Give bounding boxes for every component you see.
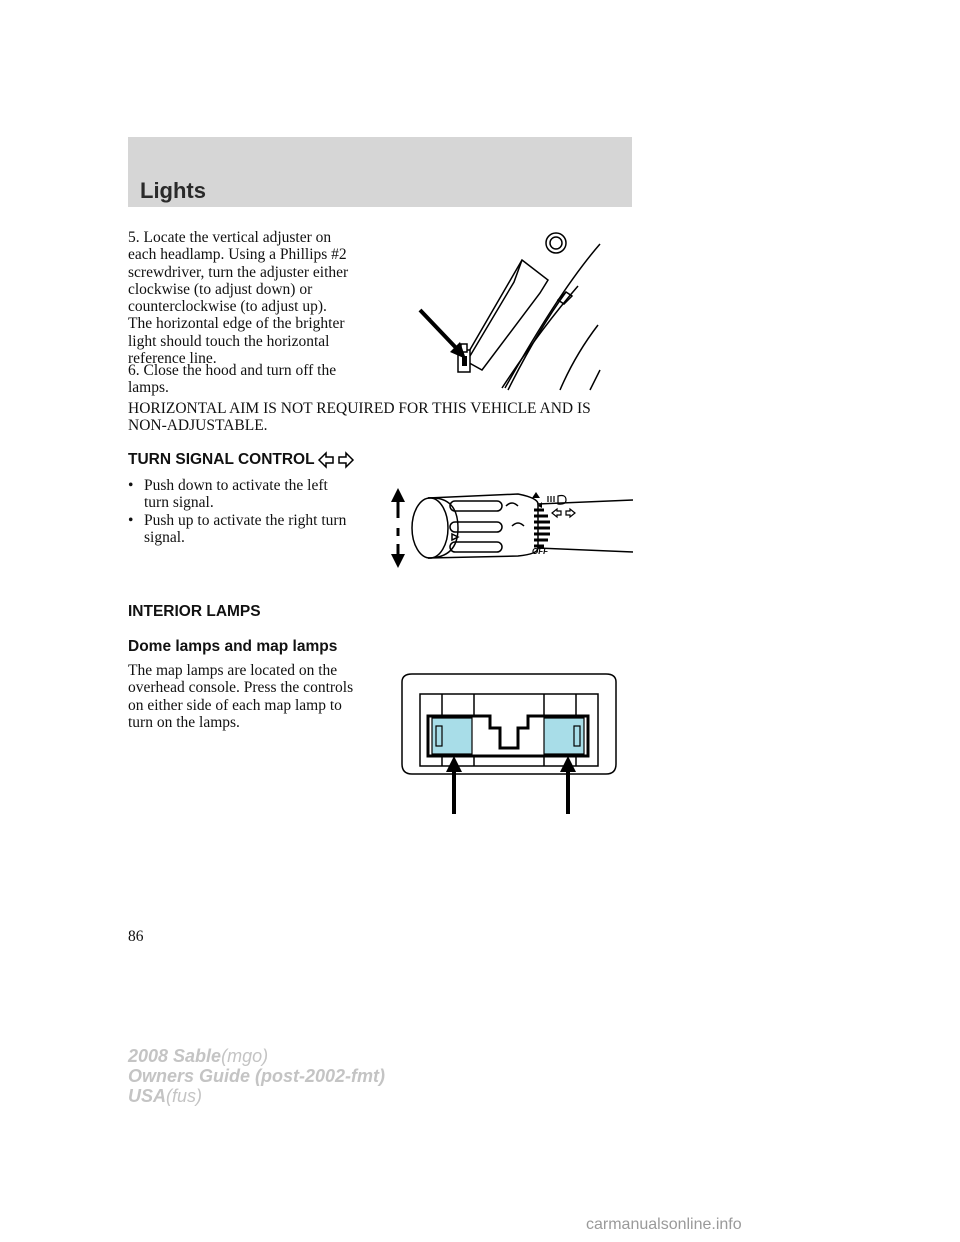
step-6-line: lamps.	[128, 379, 169, 397]
headlamp-adjuster-illustration	[410, 230, 610, 390]
watermark: carmanualsonline.info	[586, 1216, 742, 1233]
turn-signal-heading: TURN SIGNAL CONTROL	[128, 451, 315, 468]
step-5-line: The horizontal edge of the brighter	[128, 315, 345, 333]
map-lamps-paragraph	[128, 662, 388, 731]
footer-model: 2008 Sable	[128, 1046, 222, 1066]
step-6-paragraph	[128, 362, 388, 397]
footer-market-code: (fus)	[166, 1086, 203, 1106]
map-lamps-line: overhead console. Press the controls	[128, 679, 354, 697]
bullet-text	[144, 477, 384, 512]
footer-line	[128, 1046, 385, 1066]
map-lamps-line: The map lamps are located on the	[128, 662, 338, 679]
map-lamps-line: on either side of each map lamp to	[128, 696, 342, 714]
step-5-line: screwdriver, turn the adjuster either	[128, 263, 349, 281]
note-line: HORIZONTAL AIM IS NOT REQUIRED FOR THIS VEHICLE AND IS	[128, 400, 591, 417]
section-title: Lights	[140, 178, 206, 203]
bullet-dot: •	[128, 512, 134, 529]
footer-line	[128, 1086, 385, 1106]
footer-guide-format: Owners Guide (post-2002-fmt)	[128, 1066, 386, 1086]
bullet-line: Push up to activate the right turn	[144, 512, 347, 529]
step-5-line: each headlamp. Using a Phillips #2	[128, 246, 347, 264]
stalk-off-label: OFF	[532, 547, 548, 556]
step-5-paragraph	[128, 229, 388, 367]
step-6-line: 6. Close the hood and turn off the	[128, 362, 337, 379]
horizontal-aim-note	[128, 400, 628, 435]
dome-map-lamps-subheading: Dome lamps and map lamps	[128, 638, 338, 655]
page-number: 86	[128, 928, 144, 945]
turn-signal-stalk-illustration	[388, 488, 638, 570]
footer-line	[128, 1066, 385, 1086]
note-line: NON-ADJUSTABLE.	[128, 417, 268, 435]
bullet-line: turn signal.	[144, 494, 214, 512]
footer-model-code: (mgo)	[221, 1046, 269, 1066]
bullet-text	[144, 512, 384, 547]
step-5-line: counterclockwise (to adjust up).	[128, 298, 327, 316]
interior-lamps-heading: INTERIOR LAMPS	[128, 603, 261, 620]
map-lamps-line: turn on the lamps.	[128, 713, 240, 731]
turn-signal-arrows-icon	[318, 452, 354, 468]
overhead-console-illustration	[396, 672, 622, 818]
step-5-line: reference line.	[128, 350, 217, 368]
footer-market: USA	[128, 1086, 167, 1106]
bullet-line: Push down to activate the left	[144, 477, 328, 494]
step-5-line: clockwise (to adjust down) or	[128, 280, 313, 298]
bullet-dot: •	[128, 477, 134, 494]
step-5-line: light should touch the horizontal	[128, 332, 330, 350]
step-5-line: 5. Locate the vertical adjuster on	[128, 229, 332, 246]
document-footer	[128, 1046, 385, 1106]
bullet-line: signal.	[144, 529, 185, 547]
